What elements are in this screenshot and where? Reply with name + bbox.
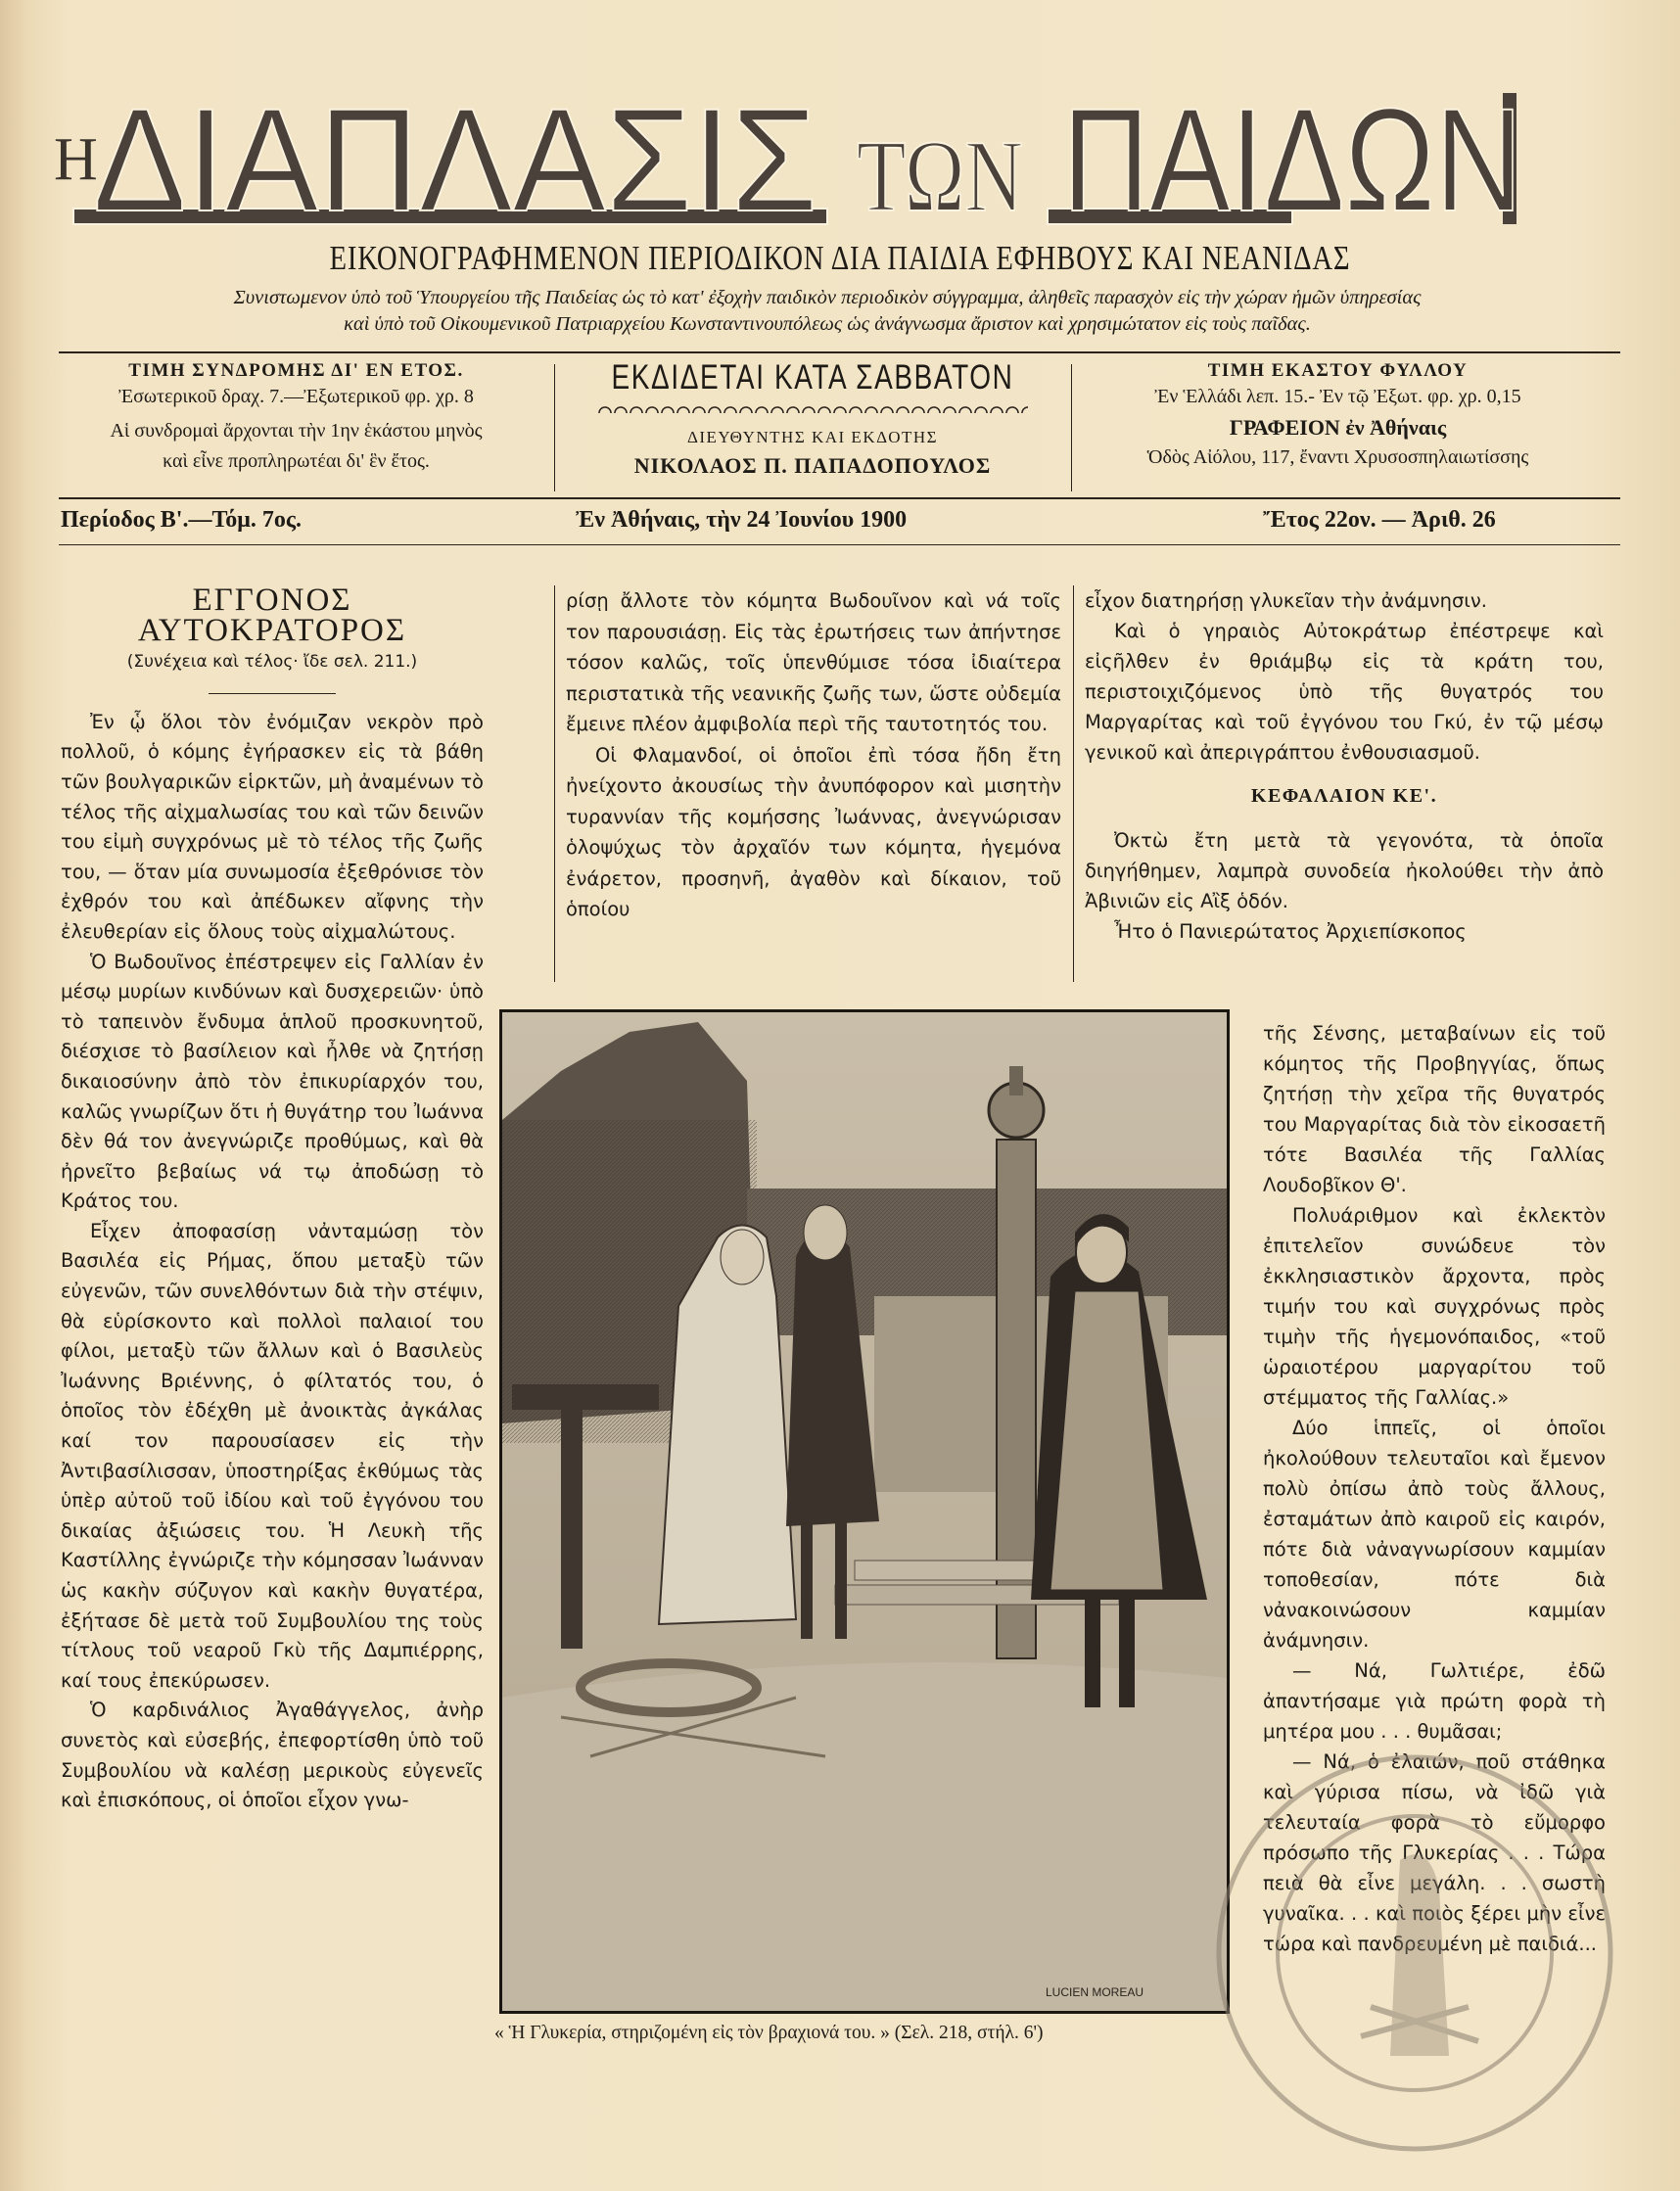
- paragraph: Ἐν ᾧ ὅλοι τὸν ἐνόμιζαν νεκρὸν πρὸ πολλοῦ, ὁ κόμης ἐγήρασκεν εἰς τὰ βάθη τῶν βουλγαρικῶν εἱρκτῶν, μὴ ἀναμένων τὸ τέλος τῆς αἰχμαλωσίας του καὶ τῶν δεινῶν του εἰμὴ συγχρόνως μὲ τὸ τέλος τῆς ζωῆς του, — ὅταν μία συνωμοσία ἐξεθρόνισε τὸν ἐχθρόν του καὶ ἀπέδωκεν αἴφνης τὴν ἐλευθερίαν εἰς ὅλους τοὺς αἰχμαλώτους.: [61, 710, 484, 943]
- masthead-word-ton: ΤΩΝ: [857, 118, 1023, 230]
- article-column-3: [1085, 585, 1604, 947]
- masthead-subtitle: ΕΙΚΟΝΟΓΡΑΦΗΜΕΝΟΝ ΠΕΡΙΟΔΙΚΟΝ ΔΙΑ ΠΑΙΔΙΑ ΕΦΗΒΟΥΣ ΚΑΙ ΝΕΑΝΙΔΑΣ: [329, 239, 1351, 277]
- masthead-word-diaplasis: ΔΙΑΠΛΑΣΙΣ: [93, 93, 817, 230]
- paragraph: τῆς Σένσης, μεταβαίνων εἰς τοῦ κόμητος τῆς Προβηγγίας, ὅπως ζητήσῃ τὴν χεῖρα τῆς θυγατρός του Μαργαρίτας διὰ τὸν εἰκοσαετῆ τότε Βασιλέα τῆς Γαλλίας Λουδοβῖκον Θ'.: [1263, 1022, 1606, 1196]
- subscription-prices: Ἐσωτερικοῦ δραχ. 7.—Ἐξωτερικοῦ φρ. χρ. 8: [118, 386, 474, 407]
- paragraph: Εἶχεν ἀποφασίσῃ νἀνταμώσῃ τὸν Βασιλέα εἰς Ρήμας, ὅπου μεταξὺ τῶν εὐγενῶν, τῶν συνελθόντων διὰ τὴν στέψιν, θὰ εὑρίσκοντο καὶ πολλοὶ παλαιοί του φίλοι, μεταξὺ τῶν ἄλλων καὶ ὁ Βασιλεὺς Ἰωάννης Βριέννης, ὁ φίλτατός του, ὁ ὁποῖος τὸν ἐδέχθη μὲ ἀνοικτὰς ἀγκάλας καί τον παρουσίασεν εἰς τὴν Ἀντιβασίλισσαν, ὑποστηρίξας ἐκθύμως τὰς ὑπὲρ αὐτοῦ τοῦ ἰδίου καὶ τοῦ ἐγγόνου του δικαίας ἀξιώσεις του. Ἡ Λευκὴ τῆς Καστίλλης ἐγνώριζε τὴν κόμησσαν Ἰωάνναν ὡς κακὴν σύζυγον καὶ κακὴν θυγατέρα, ἐξήτασε δὲ μετὰ τοῦ Συμβουλίου της τοὺς τίτλους τοῦ νεαροῦ Γκὺ τῆς Δαμπιέρρης, καί τους ἐπεκύρωσεν.: [61, 1219, 484, 1692]
- paragraph: Ὀκτὼ ἔτη μετὰ τὰ γεγονότα, τὰ ὁποῖα διηγήθημεν, λαμπρὰ συνοδεία ἠκολούθει τὴν ἀπὸ Ἀβινιῶν εἰς Αἲξ ὁδόν.: [1085, 829, 1604, 912]
- paragraph: Δύο ἱππεῖς, οἱ ὁποῖοι ἠκολούθουν τελευταῖοι καὶ ἔμενον πολὺ ὀπίσω ἀπὸ τοὺς ἄλλους, ἐσταμάτων ἀπὸ καιροῦ εἰς καιρόν, πότε διὰ νἀναγνωρίσουν καμμίαν τοποθεσίαν, πότε διὰ νἀνακοινώσουν καμμίαν ἀνάμνησιν.: [1263, 1417, 1606, 1652]
- publication-heading: ΕΚΔΙΔΕΤΑΙ ΚΑΤΑ ΣΑΒΒΑΤΟΝ: [611, 358, 1014, 396]
- paragraph: — Νά, ὁ ἐλαιών, ποῦ στάθηκα καὶ γύρισα πίσω, νὰ ἰδῶ γιὰ τελευταία φορὰ τὸ εὔμορφο πρόσωπο τῆς Γλυκερίας . . . Τώρα πειὰ θὰ εἶνε μεγάλη. . . σωστὴ γυναῖκα. . . καὶ ποιὸς ξέρει μὴν εἶνε τώρα καὶ πανδρευμένη μὲ παιδιά...: [1263, 1750, 1606, 1955]
- publication-box: [554, 358, 1071, 481]
- article-column-2: [566, 585, 1061, 925]
- article-title: ΕΓΓΟΝΟΣ ΑΥΤΟΚΡΑΤΟΡΟΣ: [137, 583, 407, 648]
- illustration: [499, 1009, 1230, 2014]
- subscription-terms-2: καὶ εἶνε προπληρωτέαι δι' ἓν ἔτος.: [163, 450, 430, 472]
- masthead-word-paidon: ΠΑΙΔΩΝ: [1062, 93, 1522, 230]
- office-heading: ΓΡΑΦΕΙΟΝ ἐν Ἀθήναις: [1229, 415, 1447, 440]
- artist-signature: LUCIEN MOREAU: [1046, 1985, 1144, 1999]
- paragraph: εἶχον διατηρήσῃ γλυκεῖαν τὴν ἀνάμνησιν.: [1085, 589, 1487, 612]
- price-heading: ΤΙΜΗ ΕΚΑΣΤΟΥ ΦΥΛΛΟΥ: [1207, 360, 1469, 381]
- paragraph: Πολυάριθμον καὶ ἐκλεκτὸν ἐπιτελεῖον συνώδευε τὸν ἐκκλησιαστικὸν ἄρχοντα, πρὸς τιμήν του καὶ συγχρόνως πρὸς τιμὴν τῆς ἡγεμονόπαιδος, «τοῦ ὡραιοτέρου μαργαρίτου τοῦ στέμματος τῆς Γαλλίας.»: [1263, 1204, 1606, 1409]
- paragraph: Καὶ ὁ γηραιὸς Αὐτοκράτωρ ἐπέστρεψε καὶ εἰςῆλθεν ἐν θριάμβῳ εἰς τὰ κράτη του, περιστοιχιζόμενος ὑπὸ τῆς θυγατρός του Μαργαρίτας καὶ τοῦ ἐγγόνου του Γκύ, ἐν τῷ μέσῳ γενικοῦ καὶ ἀπεριγράπτου ἐνθουσιασμοῦ.: [1085, 620, 1604, 764]
- publisher-name: ΝΙΚΟΛΑΟΣ Π. ΠΑΠΑΔΟΠΟΥΛΟΣ: [633, 453, 992, 478]
- column-divider-2: [1073, 585, 1074, 982]
- ground: [502, 1662, 1227, 2011]
- article-column-3-narrow: [1263, 1018, 1606, 1959]
- paragraph: Οἱ Φλαμανδοί, οἱ ὁποῖοι ἐπὶ τόσα ἤδη ἔτη ἠνείχοντο ἀκουσίως τὴν ἀνυπόφορον καὶ μισητὴν τυραννίαν τῆς κομήσσης Ἰωάννας, ἀνεγνώρισαν ὁλοψύχως τὸν ἀρχαῖόν των κόμητα, ἡγεμόνα ἐνάρετον, προσηνῆ, ἀγαθὸν καὶ δίκαιον, τοῦ ὁποίου: [566, 743, 1061, 920]
- paragraph: ρίσῃ ἄλλοτε τὸν κόμητα Βωδουῖνον καὶ νά τοῖς τον παρουσιάσῃ. Εἰς τὰς ἐρωτήσεις των ἀπήντησε τόσον καλῶς, τοῖς ὑπενθύμισε τόσα ἰδιαίτερα περιστατικὰ τῆς νεανικῆς ζωῆς των, ὥστε οὐδεμία ἔμεινε πλέον ἀμφιβολία περὶ τῆς ταυτοτητός του.: [566, 589, 1061, 735]
- masthead-article: Η: [54, 126, 98, 193]
- subscription-heading: ΤΙΜΗ ΣΥΝΔΡΟΜΗΣ ΔΙ' ΕΝ ΕΤΟΣ.: [128, 360, 464, 381]
- engraving-scene: [502, 1012, 1227, 2011]
- subscription-box: [54, 360, 538, 477]
- paragraph: Ὁ καρδινάλιος Ἀγαθάγγελος, ἀνὴρ συνετὸς καὶ εὐσεβής, ἐπεφορτίσθη ὑπὸ τοῦ Συμβουλίου νὰ καλέσῃ μερικοὺς εὐγενεῖς καὶ ἐπισκόπους, οἱ ὁποῖοι εἶχον γνω-: [61, 1699, 484, 1812]
- endorsement: [59, 285, 1596, 338]
- wavy-ornament: [597, 403, 1028, 413]
- article-subtitle: (Συνέχεια καὶ τέλος· ἴδε σελ. 211.): [126, 652, 418, 673]
- office-address: Ὁδὸς Αἰόλου, 117, ἔναντι Χρυσοσπηλαιωτίσσης: [1146, 446, 1529, 468]
- publisher-role: ΔΙΕΥΘΥΝΤΗΣ ΚΑΙ ΕΚΔΟΤΗΣ: [686, 428, 939, 446]
- illustration-caption: « Ἡ Γλυκερία, στηριζομένη εἰς τὸν βραχιονά του. » (Σελ. 218, στήλ. 6'): [494, 2023, 1044, 2043]
- rule-bottom: [59, 544, 1620, 545]
- price-box: [1071, 360, 1605, 473]
- endorsement-line-1: Συνιστωμενον ὑπὸ τοῦ Ὑπουργείου τῆς Παιδείας ὡς τὸ κατ' ἐξοχὴν παιδικὸν περιοδικὸν σύγγραμμα, ἀληθεῖς παρασχὸν εἰς τὴν χώραν ἡμῶν ὑπηρεσίας: [233, 287, 1422, 308]
- price-line: Ἐν Ἑλλάδι λεπ. 15.- Ἐν τῷ Ἐξωτ. φρ. χρ. 0,15: [1154, 386, 1521, 407]
- paragraph: — Νά, Γωλτιέρε, ἐδῶ ἀπαντήσαμε γιὰ πρώτη φορὰ τὴ μητέρα μου . . . θυμᾶσαι;: [1263, 1659, 1606, 1743]
- subscription-terms-1: Αἱ συνδρομαὶ ἄρχονται τὴν 1ην ἑκάστου μηνὸς: [110, 420, 483, 442]
- chapter-heading: ΚΕΦΑΛΑΙΟΝ ΚΕ'.: [1250, 785, 1438, 807]
- year-number: Ἔτος 22ον. — Ἀριθ. 26: [1263, 507, 1496, 533]
- rule-middle: [59, 497, 1620, 499]
- title-rule: [209, 693, 336, 694]
- masthead-title-graphic: [54, 93, 1591, 230]
- issue-date: Ἐν Ἀθήναις, τὴν 24 Ἰουνίου 1900: [576, 507, 908, 533]
- article-column-1: [61, 585, 484, 1816]
- rule-top: [59, 351, 1620, 353]
- period-volume: Περίοδος Β'.—Τόμ. 7ος.: [61, 507, 303, 533]
- paragraph: Ὁ Βωδουῖνος ἐπέστρεψεν εἰς Γαλλίαν ἐν μέσῳ μυρίων κινδύνων καὶ δυσχερειῶν· ὑπὸ τὸ ταπεινὸν ἔνδυμα ἁπλοῦ προσκυνητοῦ, διέσχισε τὸ βασίλειον καὶ ἦλθε νὰ ζητήσῃ δικαιοσύνην ἀπὸ τὸν ἐπικυρίαρχόν του, καλῶς γνωρίζων ὅτι ἡ θυγάτηρ του Ἰωάννα δὲν θά τον ἀνεγνώριζε προθύμως, καὶ θὰ ἠρνεῖτο βεβαίως νά τῳ ἀποδώσῃ τὸ Κράτος του.: [61, 950, 484, 1213]
- endorsement-line-2: καὶ ὑπὸ τοῦ Οἰκουμενικοῦ Πατριαρχείου Κωνσταντινουπόλεως ὡς ἀνάγνωσμα ἄριστον καὶ χρησιμώτατον εἰς τοὺς παῖδας.: [344, 313, 1311, 335]
- paragraph: Ἦτο ὁ Πανιερώτατος Ἀρχιεπίσκοπος: [1114, 920, 1467, 943]
- masthead-logo: [54, 93, 1591, 230]
- column-divider-1: [554, 585, 555, 982]
